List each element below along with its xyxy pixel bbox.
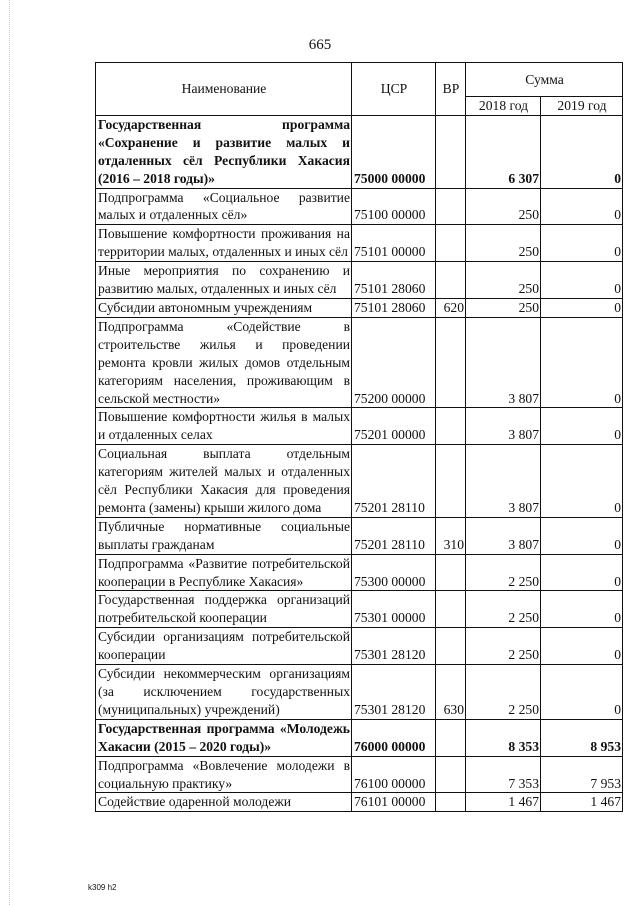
- header-year-2019: 2019 год: [541, 97, 623, 116]
- row-name: Субсидии некоммерческим организациям (за исключением государственных (муниципальных) учреждений): [96, 665, 352, 720]
- row-sum-2019: 0: [541, 225, 623, 262]
- row-vr-code: [436, 262, 466, 299]
- table-row: [96, 793, 623, 812]
- table-row: [96, 554, 623, 591]
- row-sum-2018: 2 250: [466, 628, 541, 665]
- row-sum-2018: 250: [466, 298, 541, 317]
- row-sum-2018: 2 250: [466, 554, 541, 591]
- row-sum-2018: 1 467: [466, 793, 541, 812]
- row-sum-2018: 2 250: [466, 665, 541, 720]
- row-sum-2019: 7 953: [541, 756, 623, 793]
- footer-code: k309 h2: [88, 883, 117, 892]
- row-sum-2018: 8 353: [466, 719, 541, 756]
- row-sum-2019: 0: [541, 317, 623, 408]
- row-csr-code: 75000 00000: [352, 115, 436, 188]
- row-vr-code: [436, 225, 466, 262]
- row-sum-2019: 8 953: [541, 719, 623, 756]
- row-name: Государственная поддержка организаций потребительской кооперации: [96, 591, 352, 628]
- header-year-2018: 2018 год: [466, 97, 541, 116]
- row-name: Иные мероприятия по сохранению и развитию малых, отдаленных и иных сёл: [96, 262, 352, 299]
- row-vr-code: [436, 188, 466, 225]
- page-number: 665: [308, 37, 332, 53]
- row-vr-code: [436, 793, 466, 812]
- row-csr-code: 76100 00000: [352, 756, 436, 793]
- table-row: [96, 188, 623, 225]
- row-vr-code: 310: [436, 517, 466, 554]
- row-vr-code: [436, 554, 466, 591]
- row-csr-code: 75300 00000: [352, 554, 436, 591]
- header-name: Наименование: [96, 63, 352, 116]
- header-csr: ЦСР: [352, 63, 436, 116]
- row-csr-code: 75201 00000: [352, 408, 436, 445]
- row-sum-2019: 0: [541, 115, 623, 188]
- row-name: Субсидии автономным учреждениям: [96, 298, 352, 317]
- row-vr-code: 620: [436, 298, 466, 317]
- row-name: Повышение комфортности жилья в малых и отдаленных селах: [96, 408, 352, 445]
- row-vr-code: [436, 408, 466, 445]
- row-sum-2018: 250: [466, 188, 541, 225]
- row-csr-code: 75301 28120: [352, 665, 436, 720]
- table-row: [96, 408, 623, 445]
- scan-edge-marks: [9, 0, 11, 905]
- table-row: [96, 262, 623, 299]
- row-vr-code: 630: [436, 665, 466, 720]
- row-name: Публичные нормативные социальные выплаты гражданам: [96, 517, 352, 554]
- row-csr-code: 75100 00000: [352, 188, 436, 225]
- row-csr-code: 75301 28120: [352, 628, 436, 665]
- table-row: [96, 317, 623, 408]
- table-row: [96, 115, 623, 188]
- row-sum-2019: 0: [541, 665, 623, 720]
- row-sum-2018: 3 807: [466, 317, 541, 408]
- row-name: Государственная программа «Сохранение и развитие малых и отдаленных сёл Республики Хакасия (2016 – 2018 годы)»: [96, 115, 352, 188]
- row-sum-2019: 0: [541, 262, 623, 299]
- row-csr-code: 76101 00000: [352, 793, 436, 812]
- row-vr-code: [436, 591, 466, 628]
- row-name: Подпрограмма «Развитие потребительской кооперации в Республике Хакасия»: [96, 554, 352, 591]
- row-csr-code: 75101 28060: [352, 298, 436, 317]
- row-csr-code: 75200 00000: [352, 317, 436, 408]
- row-sum-2019: 0: [541, 591, 623, 628]
- row-sum-2019: 0: [541, 517, 623, 554]
- row-csr-code: 75201 28110: [352, 445, 436, 518]
- row-csr-code: 76000 00000: [352, 719, 436, 756]
- row-sum-2018: 250: [466, 225, 541, 262]
- table-row: [96, 719, 623, 756]
- row-name: Повышение комфортности проживания на территории малых, отдаленных и иных сёл: [96, 225, 352, 262]
- row-sum-2018: 3 807: [466, 517, 541, 554]
- row-sum-2019: 0: [541, 408, 623, 445]
- row-sum-2019: 0: [541, 445, 623, 518]
- budget-table: [95, 62, 623, 812]
- header-sum: Сумма: [466, 63, 623, 97]
- row-name: Подпрограмма «Вовлечение молодежи в социальную практику»: [96, 756, 352, 793]
- table-row: [96, 225, 623, 262]
- row-csr-code: 75301 00000: [352, 591, 436, 628]
- row-vr-code: [436, 628, 466, 665]
- row-sum-2018: 3 807: [466, 445, 541, 518]
- row-sum-2019: 1 467: [541, 793, 623, 812]
- table-row: [96, 298, 623, 317]
- row-vr-code: [436, 445, 466, 518]
- row-sum-2018: 250: [466, 262, 541, 299]
- row-vr-code: [436, 317, 466, 408]
- table-row: [96, 628, 623, 665]
- row-sum-2018: 7 353: [466, 756, 541, 793]
- row-name: Подпрограмма «Содействие в строительстве жилья и проведении ремонта кровли жилых домов отдельным категориям населения, проживающим в сельской местности»: [96, 317, 352, 408]
- row-sum-2018: 6 307: [466, 115, 541, 188]
- row-vr-code: [436, 756, 466, 793]
- row-name: Субсидии организациям потребительской кооперации: [96, 628, 352, 665]
- table-row: [96, 756, 623, 793]
- row-sum-2019: 0: [541, 628, 623, 665]
- row-csr-code: 75201 28110: [352, 517, 436, 554]
- row-vr-code: [436, 115, 466, 188]
- row-csr-code: 75101 00000: [352, 225, 436, 262]
- table-body: [96, 115, 623, 811]
- table-row: [96, 445, 623, 518]
- header-vr: ВР: [436, 63, 466, 116]
- row-vr-code: [436, 719, 466, 756]
- row-name: Содействие одаренной молодежи: [96, 793, 352, 812]
- row-name: Государственная программа «Молодежь Хакасии (2015 – 2020 годы)»: [96, 719, 352, 756]
- table-row: [96, 591, 623, 628]
- row-name: Подпрограмма «Социальное развитие малых и отдаленных сёл»: [96, 188, 352, 225]
- row-sum-2019: 0: [541, 298, 623, 317]
- table-row: [96, 517, 623, 554]
- row-sum-2018: 2 250: [466, 591, 541, 628]
- row-sum-2019: 0: [541, 188, 623, 225]
- row-csr-code: 75101 28060: [352, 262, 436, 299]
- row-sum-2019: 0: [541, 554, 623, 591]
- table-row: [96, 665, 623, 720]
- row-sum-2018: 3 807: [466, 408, 541, 445]
- row-name: Социальная выплата отдельным категориям жителей малых и отдаленных сёл Республики Хакасия для проведения ремонта (замены) крыши жилого дома: [96, 445, 352, 518]
